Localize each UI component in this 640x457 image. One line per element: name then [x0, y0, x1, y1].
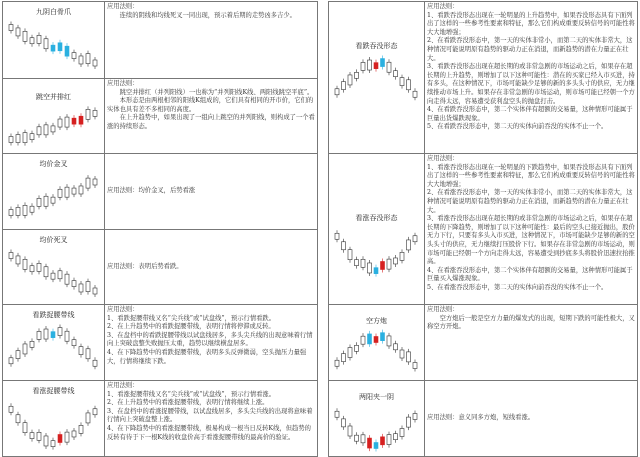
candle: [30, 266, 34, 272]
rule-line: 1、看跌捉腰带线又名“尖兵线”或“试盘线”，预示行情看跌。: [107, 314, 276, 322]
candle: [58, 434, 62, 442]
candle: [79, 425, 83, 433]
pattern-name: 跳空并排红: [36, 93, 71, 101]
rule-line: 1、看涨捉腰带线又名“尖兵线”或“试盘线”，预示行情看涨。: [107, 390, 276, 398]
rule-heading: 应用法则：: [107, 382, 139, 389]
candlestick-chart: [7, 104, 99, 151]
pattern-row: [3, 79, 318, 154]
rule-line: 3、看涨吞没形态出现在超长期的或非常急剧的市场运动之后，如果存在超长期的下降趋势，则增加了以下这种可能性：最后的空头已接近抛出，股价无力下行，只要有多头入市买进，这种情况下，市场可能缺少足够的新的空头头寸的供应，无力继续打压股价下行。如果存在非常急剧的市场运动，则市场可能已经朝一个方向走得太远，容易遭受到抄底多头将股价迅速拉抬推高。: [427, 215, 635, 266]
candle: [93, 60, 97, 66]
candle: [16, 351, 20, 359]
candlestick-chart: [7, 322, 99, 377]
candle: [413, 91, 417, 97]
pattern-row: [329, 305, 638, 381]
left-pattern-table: [2, 1, 318, 457]
candle: [37, 198, 41, 206]
rule-text-cell: [425, 2, 638, 154]
pattern-name: 看涨吞没形态: [355, 214, 398, 222]
candle: [400, 350, 404, 358]
pattern-name: 看跌吞没形态: [355, 42, 398, 50]
candle: [86, 178, 90, 188]
rule-line: 应用法则：均价金叉，后势看涨: [107, 187, 196, 195]
candle: [23, 205, 27, 215]
pattern-row: [329, 381, 638, 457]
candle: [72, 431, 76, 437]
candle: [342, 82, 346, 90]
rule-heading: 应用法则：: [427, 3, 459, 10]
candle: [51, 126, 55, 132]
pattern-name: 两阳夹一阴: [359, 393, 394, 401]
candlestick-chart: [333, 404, 419, 454]
pattern-row: [3, 154, 318, 230]
rule-line: 4、在看跌吞没形态中，第二个实体伴有超额的交易量，这种情形可能属于巨量出货爆跌现象。: [427, 106, 633, 122]
candle: [37, 127, 41, 135]
candle: [51, 273, 55, 279]
candle: [44, 125, 48, 135]
candle: [381, 437, 385, 445]
candle: [65, 331, 69, 341]
candle: [361, 259, 365, 267]
candle: [51, 197, 55, 203]
rule-line: 在上升趋势中，如果出现了一组向上跳空的并列阳线，则构成了一个看涨的持续形态。: [107, 114, 315, 130]
pattern-name: 空方炮: [366, 317, 387, 325]
candle: [407, 352, 411, 362]
pattern-name: 看跌捉腰带线: [32, 311, 75, 319]
candle: [9, 25, 13, 31]
candle: [51, 441, 55, 447]
candle: [93, 179, 97, 185]
candle: [387, 259, 391, 269]
candle: [9, 136, 13, 142]
candle: [58, 328, 62, 336]
candle: [361, 336, 365, 344]
rule-text-cell: [425, 154, 638, 305]
pattern-row: [3, 2, 318, 79]
candle: [16, 256, 20, 264]
candle: [381, 261, 385, 269]
pattern-name: 均价金叉: [39, 160, 68, 168]
pattern-image-cell: [329, 2, 425, 154]
rule-line: 空方炮后一般是空方力量的爆发式的出现，短期下跌的可能性极大，又称空方开炮。: [427, 314, 635, 331]
candle: [44, 196, 48, 206]
candle: [368, 60, 372, 70]
candle: [400, 429, 404, 437]
candle: [387, 435, 391, 445]
pattern-row: [3, 230, 318, 305]
candle: [16, 28, 20, 36]
candle: [44, 436, 48, 446]
rule-line: 4、在下降趋势中的看涨捉腰带线，极易构成一根当日反转K线，但趋势的反转有待于下一根K线的收盘价高于看涨捉腰带线的最高价的验证。: [107, 424, 311, 441]
candle: [355, 72, 359, 78]
candle: [65, 117, 69, 127]
rule-text-cell: [105, 79, 318, 154]
rule-line: 5、在看跌吞没形态中，第二天的实体向前吞没的实体不止一个。: [427, 123, 608, 131]
candle: [368, 263, 372, 273]
candle: [348, 426, 352, 436]
candlestick-chart: [333, 225, 419, 280]
candle: [335, 411, 339, 417]
candle: [16, 415, 20, 423]
candle: [37, 263, 41, 271]
rule-line: 本形态是由两根相邻的阳线K组成的，它们具有相同的开市价，它们的实体也具有差不多相同的高度。: [107, 97, 314, 113]
rule-heading: 应用法则：: [107, 3, 139, 10]
rule-line: 4、在下降趋势中的看跌捉腰带线，表明多头反弹微弱，空头抛压力量强大，行情将继续下跌。: [107, 348, 307, 365]
candlestick-chart: [333, 53, 419, 108]
rule-heading: 应用法则：: [427, 155, 459, 162]
candle: [400, 252, 404, 260]
candle: [400, 78, 404, 86]
candle: [23, 133, 27, 143]
rule-heading: 应用法则：: [107, 306, 139, 313]
candlestick-chart: [7, 19, 99, 74]
candle: [72, 53, 76, 59]
candle: [381, 333, 385, 341]
candle: [44, 39, 48, 49]
candle: [394, 344, 398, 350]
candle: [348, 75, 352, 85]
candle: [30, 433, 34, 439]
candle: [9, 358, 13, 364]
candle: [348, 250, 352, 260]
candle: [335, 233, 339, 239]
candle: [23, 344, 27, 354]
candle: [387, 336, 391, 346]
candle: [16, 135, 20, 143]
candlestick-chart: [7, 247, 99, 302]
rule-heading: 应用法则：: [427, 306, 459, 313]
candle: [23, 259, 27, 269]
pattern-image-cell: [3, 381, 105, 457]
candle: [23, 31, 27, 41]
rule-text-cell: [105, 230, 318, 305]
candle: [58, 189, 62, 197]
candle: [58, 43, 62, 51]
candle: [335, 360, 339, 366]
pattern-name: 均价死叉: [39, 236, 68, 244]
candle: [348, 348, 352, 358]
candle: [387, 62, 391, 72]
rule-text-cell: [105, 305, 318, 381]
candle: [93, 360, 97, 366]
pattern-name: 九阴白骨爪: [36, 8, 71, 16]
rule-text-cell: [105, 381, 318, 457]
candle: [72, 118, 76, 124]
pattern-row: [3, 381, 318, 457]
candle: [65, 46, 69, 56]
candlestick-chart: [7, 398, 99, 453]
candle: [394, 258, 398, 264]
candle: [342, 242, 346, 250]
candle: [79, 186, 83, 194]
pattern-image-cell: [329, 381, 425, 457]
rule-text-cell: [425, 305, 638, 381]
candle: [86, 349, 90, 359]
candle: [374, 268, 378, 274]
rule-line: 3、看跌吞没形态出现在超长期的或非常急剧的市场运动之后，如果存在超长期的上升趋势，则增加了以下这种可能性：潜在的买家已经入市买进，持有多头，在这种情况下，市场可能缺少足够的新的多头头寸的供应，无力继续推动市场上升。如果存在非常急剧的市场运动，则市场可能已经朝一个方向走得太远，容易遭受获利盘空头的抛盘打击。: [427, 63, 635, 105]
candle: [413, 363, 417, 369]
candle: [79, 347, 83, 355]
candle: [51, 45, 55, 51]
candle: [51, 332, 55, 338]
candle: [374, 337, 378, 343]
candle: [355, 435, 359, 441]
candle: [30, 206, 34, 212]
candle: [368, 438, 372, 448]
candle: [72, 188, 76, 194]
pattern-image-cell: [329, 305, 425, 381]
candle: [407, 80, 411, 90]
candle: [44, 329, 48, 339]
candle: [394, 71, 398, 77]
right-pattern-table: [328, 1, 638, 457]
candle: [355, 345, 359, 351]
rule-line: 5、在看涨吞没形态中，第二天的实体向前吞没的实体不止一个。: [427, 283, 608, 291]
rule-text-cell: [425, 381, 638, 457]
pattern-row: [329, 2, 638, 154]
candle: [37, 432, 41, 440]
pattern-image-cell: [3, 2, 105, 79]
candle: [93, 110, 97, 116]
pattern-name: 看涨捉腰带线: [32, 387, 75, 395]
candle: [58, 119, 62, 127]
pattern-image-cell: [3, 305, 105, 381]
rule-line: 连续的阴线和均线死叉一同出现，预示着后期的走势凶多吉少。: [119, 11, 296, 19]
candle: [361, 62, 365, 70]
candle: [65, 432, 69, 442]
rule-line: 2、在上升趋势中的看跌捉腰带线，表明行情将停滞或反转。: [107, 323, 275, 331]
candle: [9, 210, 13, 216]
rule-line: 2、在看涨吞没形态中，第一天的实体非常小，而第二天的实体非常大，这种情况可能说明原有趋势的驱动力正在消退，而新趋势的潜在力量正在壮大。: [427, 189, 633, 214]
rule-text-cell: [105, 2, 318, 79]
candle: [355, 260, 359, 266]
pattern-image-cell: [3, 79, 105, 154]
candle: [342, 354, 346, 362]
candle: [407, 417, 411, 427]
rule-line: 2、在上升趋势中的看涨捉腰带线，表明行情将继续上涨。: [107, 399, 269, 407]
rule-line: 应用法则：表明后势看跌。: [107, 262, 183, 270]
rule-line: 3、在盘档中的看跌捉腰带线以试盘线居多，多头尖兵线的出现意味着行情向上突破盘整失败抛压太重，趋势以继续横盘居多。: [107, 331, 313, 348]
pattern-image-cell: [3, 154, 105, 230]
candle: [79, 116, 83, 124]
candle: [30, 134, 34, 140]
candle: [23, 423, 27, 433]
candle: [37, 35, 41, 43]
candlestick-chart: [7, 171, 99, 226]
candle: [86, 413, 90, 423]
candle: [374, 63, 378, 69]
candle: [361, 435, 365, 443]
candle: [93, 409, 97, 415]
candle: [374, 443, 378, 449]
candle: [58, 271, 62, 279]
candle: [93, 288, 97, 294]
candle: [335, 89, 339, 95]
pattern-row: [329, 154, 638, 305]
candle: [86, 54, 90, 64]
candle: [413, 236, 417, 242]
pattern-image-cell: [3, 230, 105, 305]
pattern-image-cell: [329, 154, 425, 305]
rule-line: 应用法则：意义同多方炮，短线看涨。: [427, 414, 535, 422]
candle: [72, 340, 76, 346]
candle: [72, 281, 76, 287]
candle: [413, 414, 417, 420]
candle: [16, 207, 20, 215]
candle: [44, 267, 48, 277]
pattern-row: [3, 305, 318, 381]
rule-line: 1、看涨吞没形态出现在一轮明显的下跌趋势中，如果吞没形态具有下面列出了这样的一些参考性要素和特征，那么它们构成重要反转信号的可能性将大大地增强；: [427, 163, 635, 188]
candle: [342, 419, 346, 427]
candle: [37, 331, 41, 339]
candle: [79, 56, 83, 64]
candle: [86, 109, 90, 119]
candle: [86, 282, 90, 292]
rule-line: 跳空并排红（并列阳线）一也称为“并列阳线K线、两阳线跳空平底”。: [119, 88, 314, 96]
rule-text-cell: [105, 154, 318, 230]
candle: [368, 334, 372, 344]
candle: [9, 253, 13, 259]
candle: [65, 187, 69, 197]
candle: [65, 274, 69, 284]
rule-line: 1、看跌吞没形态出现在一轮明显的上升趋势中，如果吞没形态具有下面列出了这样的一些参考性要素和特征，那么它们构成重要反转信号的可能性将大大地增强；: [427, 11, 635, 36]
candle: [30, 38, 34, 44]
candlestick-chart: [333, 328, 419, 378]
rule-heading: 应用法则：: [107, 80, 139, 87]
rule-line: 4、在看涨吞没形态中，第二个实体伴有超额的交易量，这种情形可能属于巨量买入爆涨现象。: [427, 266, 633, 283]
candle: [394, 434, 398, 440]
candle: [407, 240, 411, 250]
candle: [30, 341, 34, 347]
candle: [79, 284, 83, 292]
rule-line: 3、在盘档中的看涨捉腰带线，以试盘线居多，多头尖兵线的出现将意味着行情向上突破盘整上涨。: [107, 407, 313, 424]
candle: [9, 406, 13, 412]
rule-line: 2、在看跌吞没形态中，第一天的实体非常小，而第二天的实体非常大，这种情况可能说明原有趋势的驱动力正在消退，而新趋势的潜在力量正在壮大。: [427, 37, 633, 62]
candle: [381, 59, 385, 67]
